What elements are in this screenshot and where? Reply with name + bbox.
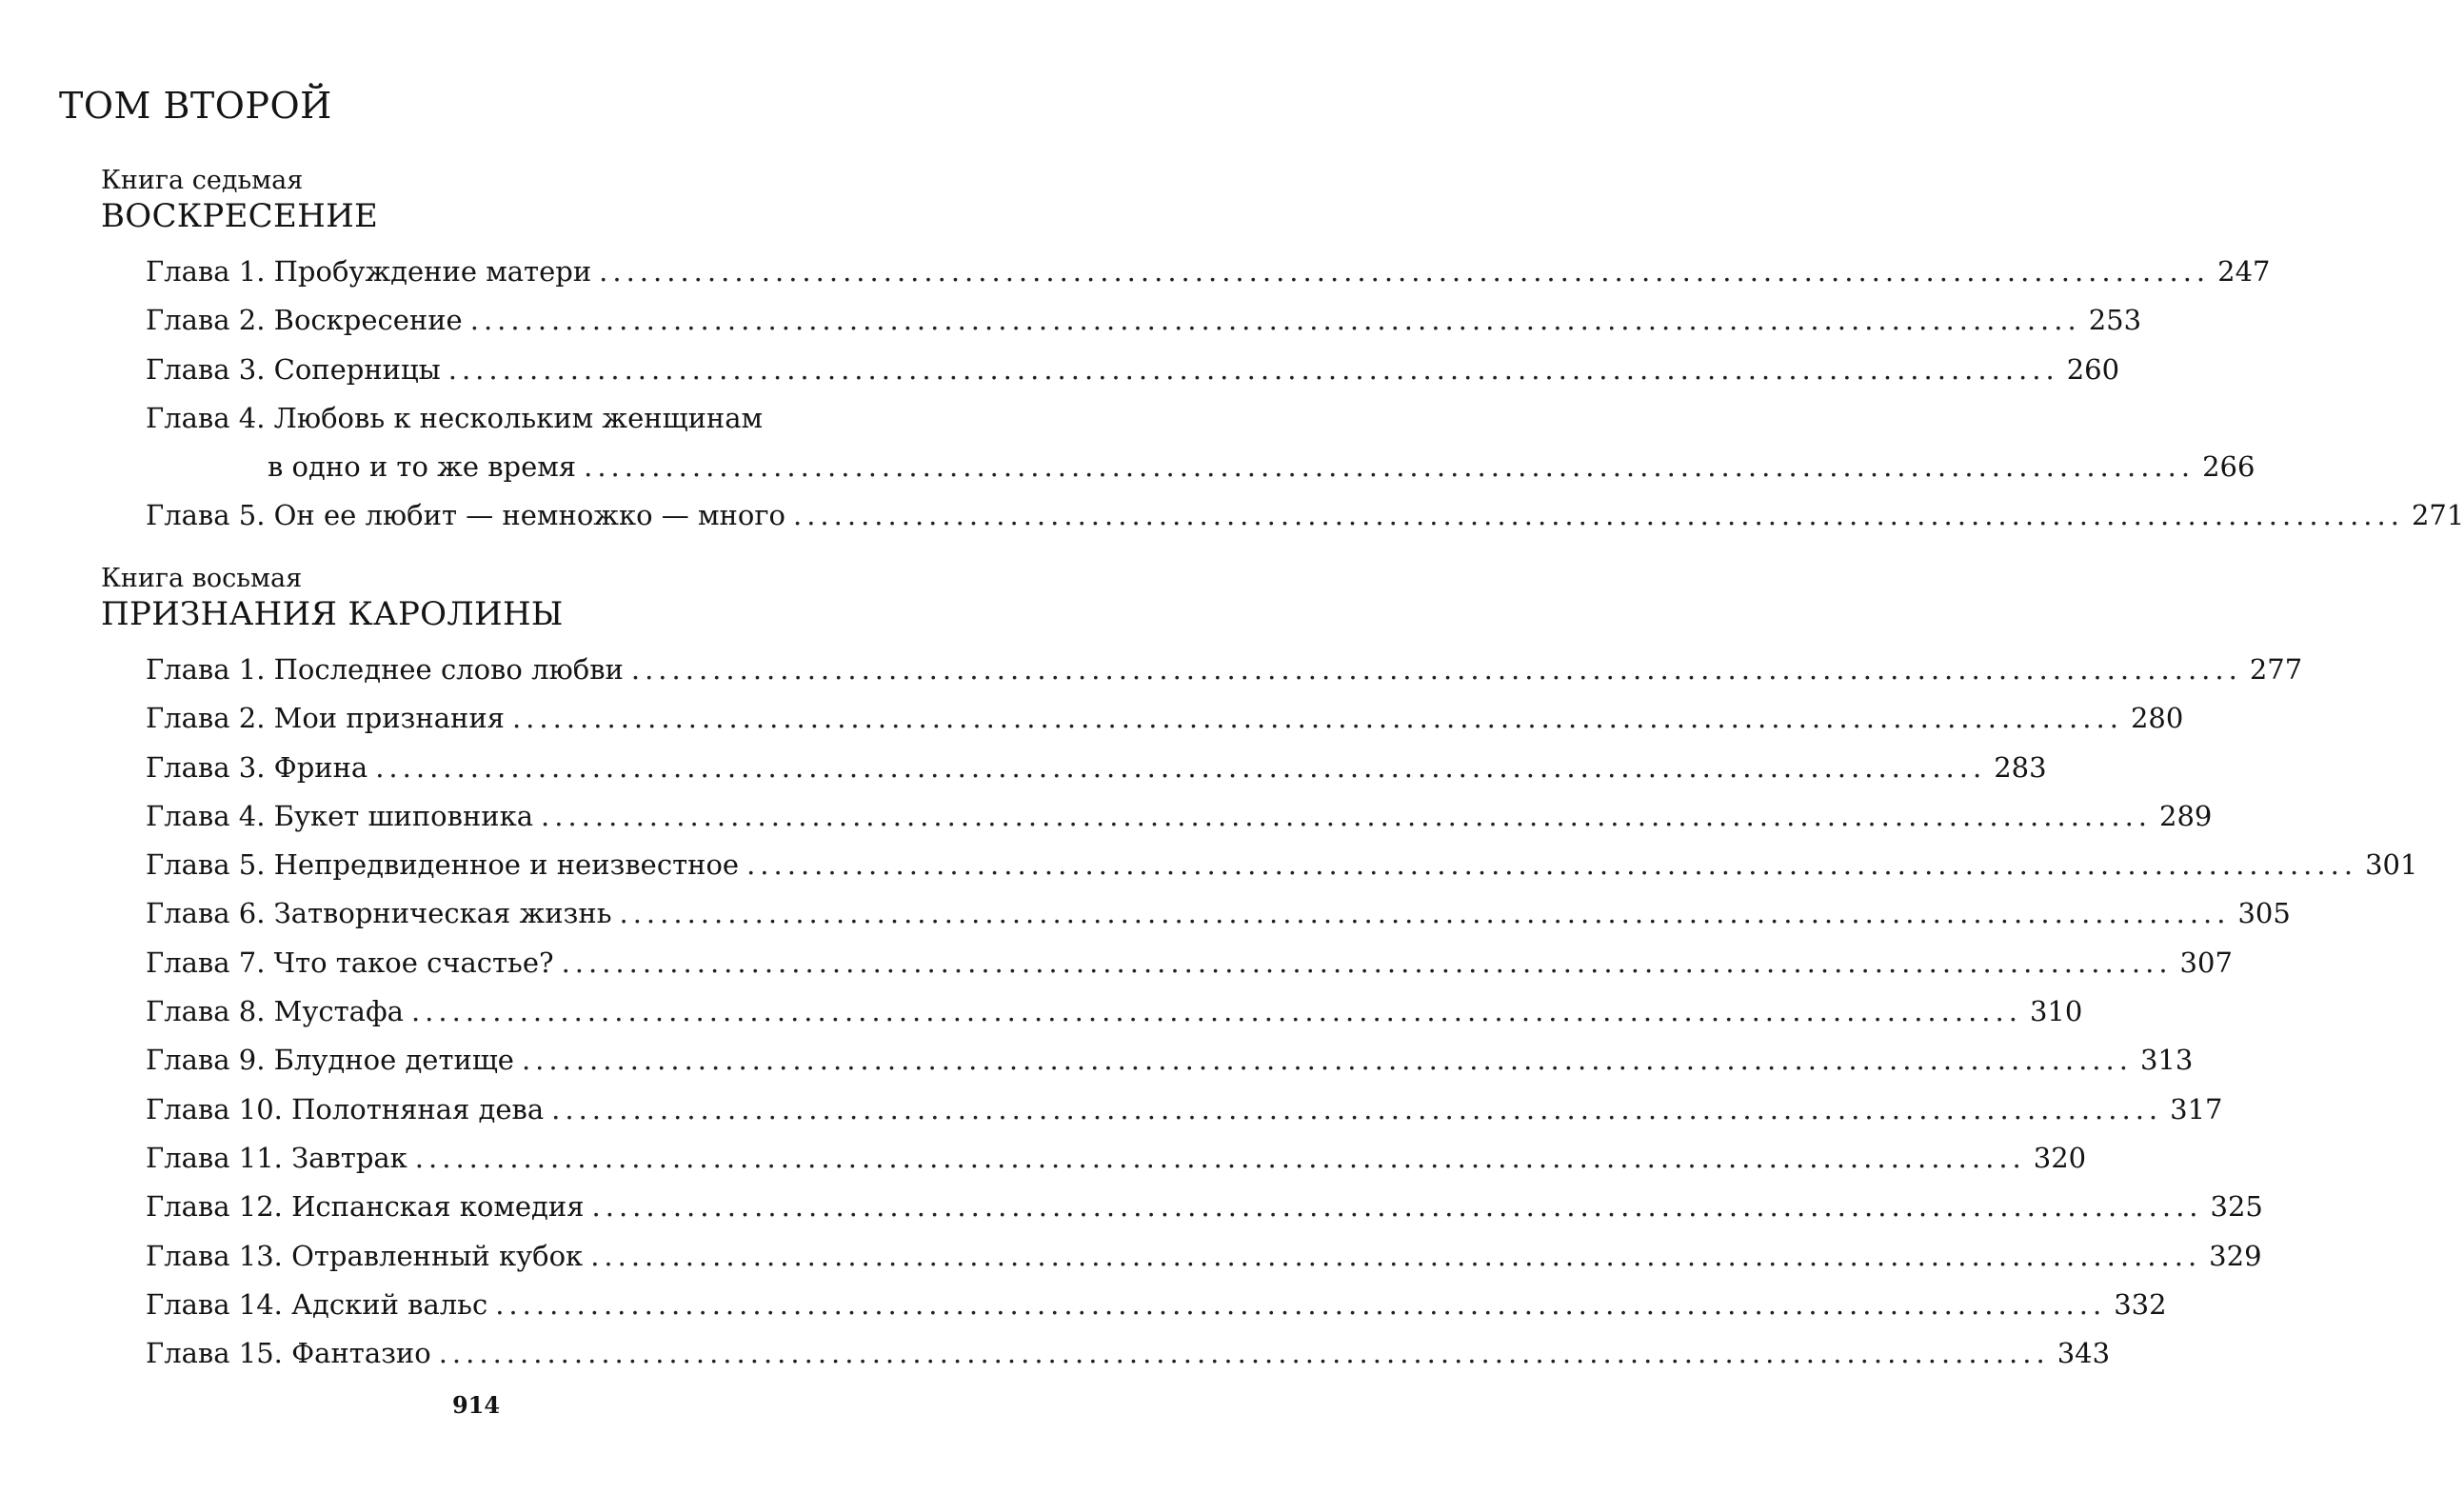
page-number: 914: [451, 1391, 501, 1419]
chapter-page-number: 313: [2139, 1044, 2194, 1077]
leader-dots: .......................................................................................................................: [495, 1287, 2107, 1321]
leader-dots: .......................................................................................................................: [590, 1239, 2202, 1272]
chapter-title-continuation: в одно и то же время: [268, 450, 577, 484]
chapter-title: Глава 3. Фрина: [146, 750, 368, 784]
chapter-page-number: 271: [2411, 499, 2464, 532]
chapter-page-number: 343: [2057, 1337, 2111, 1370]
toc-entry: [146, 987, 2083, 1036]
chapter-page-number: 332: [2114, 1287, 2167, 1321]
toc-entry: [146, 646, 2303, 694]
toc-entry: [146, 1329, 2111, 1378]
leader-dots: .......................................................................................................................: [746, 848, 2358, 882]
chapter-title: Глава 10. Полотняная дева: [146, 1092, 545, 1125]
toc-entry: [146, 394, 2255, 492]
chapter-title-continuation-line: [146, 443, 2255, 491]
leader-dots: .......................................................................................................................: [521, 1044, 2133, 1077]
toc-entry: [146, 1232, 2262, 1281]
chapter-title: Глава 1. Пробуждение матери: [146, 255, 592, 288]
toc-entry: [146, 1036, 2194, 1085]
chapter-title: Глава 5. Он ее любит — немножко — много: [146, 499, 785, 532]
chapter-title: Глава 7. Что такое счастье?: [146, 946, 554, 979]
chapter-page-number: 283: [1994, 750, 2047, 784]
chapter-page-number: 260: [2066, 352, 2120, 386]
toc-entry: [146, 248, 2271, 296]
chapter-title: Глава 5. Непредвиденное и неизвестное: [146, 848, 740, 882]
chapter-page-number: 310: [2029, 995, 2083, 1028]
leader-dots: .......................................................................................................................: [511, 702, 2123, 735]
toc-entry: [146, 346, 2120, 394]
chapter-title: Глава 13. Отравленный кубок: [146, 1239, 584, 1272]
leader-dots: .......................................................................................................................: [541, 799, 2153, 832]
leader-dots: .......................................................................................................................: [551, 1092, 2163, 1125]
leader-dots: .......................................................................................................................: [619, 897, 2231, 930]
chapter-title: Глава 6. Затворническая жизнь: [146, 897, 612, 930]
chapter-title: Глава 12. Испанская комедия: [146, 1190, 585, 1224]
toc-entry: [146, 744, 2047, 792]
chapter-title: Глава 4. Букет шиповника: [146, 799, 534, 832]
toc-entry: [146, 1281, 2167, 1329]
book-section-seventh: [101, 166, 2464, 541]
chapter-page-number: 280: [2130, 702, 2184, 735]
chapter-title: Глава 1. Последнее слово любви: [146, 653, 624, 686]
leader-dots: .......................................................................................................................: [561, 946, 2173, 979]
volume-title: ТОМ ВТОРОЙ: [59, 85, 332, 127]
book-label: Книга восьмая: [101, 564, 303, 593]
leader-dots: .......................................................................................................................: [410, 995, 2022, 1028]
chapter-page-number: 305: [2237, 897, 2291, 930]
chapter-page-number: 301: [2365, 848, 2418, 882]
toc-entry: [146, 491, 2464, 540]
chapter-page-number: 253: [2088, 304, 2142, 337]
book-section-eighth: [101, 564, 2418, 1378]
chapter-page-number: 325: [2210, 1190, 2263, 1224]
leader-dots: .......................................................................................................................: [599, 255, 2211, 288]
chapter-page-number: 266: [2202, 450, 2255, 484]
leader-dots: .......................................................................................................................: [438, 1337, 2050, 1370]
toc-entry: [146, 1086, 2223, 1134]
chapter-list: [101, 248, 2464, 541]
chapter-page-number: 307: [2179, 946, 2233, 979]
chapter-page-number: 277: [2249, 653, 2303, 686]
toc-entry: [146, 1183, 2263, 1231]
chapter-title: Глава 15. Фантазио: [146, 1337, 431, 1370]
toc-entry: [146, 296, 2142, 345]
leader-dots: .......................................................................................................................: [375, 750, 1987, 784]
toc-entry: [146, 841, 2418, 889]
chapter-list: [101, 646, 2418, 1378]
chapter-title: Глава 2. Воскресение: [146, 304, 463, 337]
chapter-page-number: 247: [2217, 255, 2271, 288]
chapter-page-number: 317: [2170, 1092, 2223, 1125]
toc-entry: [146, 889, 2291, 938]
leader-dots: .......................................................................................................................: [630, 653, 2242, 686]
chapter-title: Глава 4. Любовь к нескольким женщинам: [146, 401, 764, 434]
chapter-title: Глава 3. Соперницы: [146, 352, 441, 386]
chapter-title: Глава 9. Блудное детище: [146, 1044, 514, 1077]
chapter-title: Глава 11. Завтрак: [146, 1141, 407, 1174]
chapter-page-number: 329: [2209, 1239, 2262, 1272]
leader-dots: .......................................................................................................................: [447, 352, 2059, 386]
leader-dots: .......................................................................................................................: [469, 304, 2081, 337]
toc-entry: [146, 792, 2213, 841]
toc-entry: [146, 939, 2233, 987]
chapter-title: Глава 14. Адский вальс: [146, 1287, 488, 1321]
chapter-page-number: 289: [2159, 799, 2213, 832]
chapter-title: Глава 2. Мои признания: [146, 702, 505, 735]
chapter-title: Глава 8. Мустафа: [146, 995, 404, 1028]
leader-dots: .......................................................................................................................: [584, 450, 2196, 484]
leader-dots: .......................................................................................................................: [414, 1141, 2026, 1174]
book-label: Книга седьмая: [101, 166, 304, 195]
leader-dots: .......................................................................................................................: [591, 1190, 2203, 1224]
book-title: ПРИЗНАНИЯ КАРОЛИНЫ: [101, 595, 564, 633]
book-title: ВОСКРЕСЕНИЕ: [101, 197, 379, 235]
chapter-page-number: 320: [2033, 1141, 2087, 1174]
toc-entry: [146, 1134, 2087, 1183]
toc-entry: [146, 694, 2184, 743]
leader-dots: .......................................................................................................................: [792, 499, 2404, 532]
